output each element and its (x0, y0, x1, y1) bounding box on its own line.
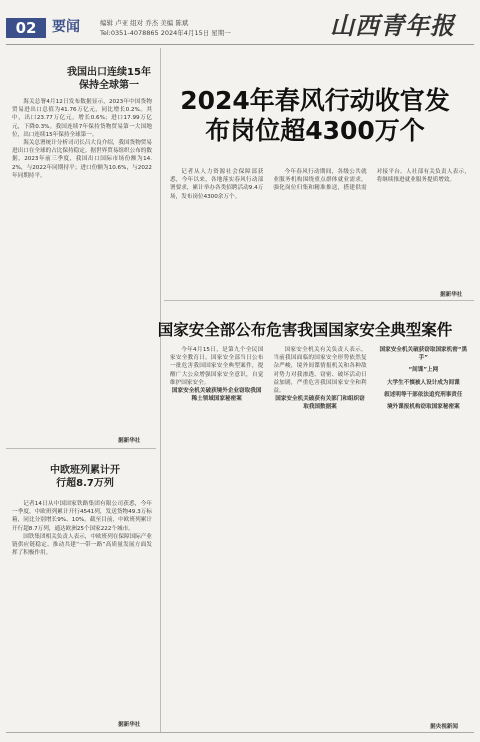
article-source: 据新华社 (440, 292, 463, 298)
section-divider (164, 300, 474, 301)
article-body-spring-campaign (170, 168, 470, 288)
article-body-train (12, 500, 152, 720)
paragraph: 海关总署统计分析司司长吕大良介绍，我国货物贸易进出口在全球的占比保持稳定。据世界贸易组织公布的数据，2023年前三季度，我国出口国际市场份额为14.2%，与2022年同期持平；进口份额为10.6%，与2022年同期持平。 (12, 140, 152, 179)
page-number: 02 (6, 18, 46, 38)
article-body-exports (12, 98, 152, 418)
article-source: 据央视新闻 (430, 724, 458, 730)
paragraph: 今年4月15日，是第九个全民国家安全教育日。国家安全部当日公布一批危害我国国家安全典型案件，提醒广大公众增强国家安全意识，自觉维护国家安全。 (170, 347, 264, 386)
paragraph: 国铁集团相关负责人表示，中欧班列在保障国际产业链供应链稳定、推动共建“一带一路”高质量发展方面发挥了积极作用。 (12, 533, 152, 557)
subhead: 境外谍报机构窃取国家秘密案 (386, 404, 460, 411)
subhead: 大学生不慎被人设计成为间谍 (386, 379, 460, 386)
subhead: 叙述明等干部依法追究刑事责任 (384, 391, 463, 398)
newspaper-masthead-logo: 山西青年报 (330, 11, 455, 40)
footer-rule (6, 732, 474, 733)
column-divider (160, 48, 161, 732)
subhead: 国家安全机关破获窃取国家机密“黑手” (379, 347, 468, 362)
section-divider (6, 448, 156, 449)
paragraph: 海关总署4月12日发布数据显示，2023年中国货物贸易进出口总值为41.76万亿元，同比增长0.2%。其中，出口23.77万亿元，增长0.6%；进口17.99万亿元，下降0.3%。我国连续7年保持货物贸易第一大国地位，出口连续15年保持全球第一。 (12, 99, 152, 138)
editor-credits: 编辑 卢亚 组对 乔杰 美编 陈斌 (100, 19, 189, 27)
article-source: 据新华社 (118, 438, 141, 444)
headline-spring-campaign: 2024年春风行动收官发布岗位超4300万个 (180, 86, 450, 145)
issue-date: Tel:0351-4078865 2024年4月15日 星期一 (100, 29, 231, 37)
article-source: 据新华社 (118, 722, 141, 728)
subhead: 国家安全机关破获境外企业窃取我国稀土领域国家秘密案 (171, 388, 262, 403)
headline-national-security: 国家安全部公布危害我国国家安全典型案件 (157, 321, 453, 339)
page-header (0, 0, 480, 44)
header-divider (6, 44, 474, 45)
section-title: 要闻 (52, 19, 80, 35)
paragraph: 记者14日从中国国家铁路集团有限公司获悉，今年一季度，中欧班列累计开行4541列，发送货物49.3万标箱，同比分别增长9%、10%。截至目前，中欧班列累计开行超8.7万列，通达欧洲25个国家222个城市。 (12, 501, 152, 532)
paragraph: 记者从人力资源社会保障部获悉，今年以来，各地落实春风行动部署要求，累计举办各类招聘活动9.4万场，发布岗位4300余万个。 (170, 169, 264, 200)
article-title-train: 中欧班列累计开行超8.7万列 (50, 465, 120, 489)
article-body-security (170, 346, 470, 726)
article-title-exports: 我国出口连续15年保持全球第一 (67, 67, 151, 91)
paragraph: 今年春风行动期间，各级公共就业服务机构围绕重点群体就业需求，强化岗位归集和精准推送，搭建供需对接平台。人社部有关负责人表示，将继续推进就业服务提质增效。 (273, 169, 470, 192)
subhead: “间谍”上网 (408, 367, 439, 374)
subhead: 国家安全机关破获有关部门和组织窃取我国数据案 (275, 396, 365, 411)
paragraph: 国家安全机关有关负责人表示，当前我国面临的国家安全形势依然复杂严峻，境外间谍情报机关和各种敌对势力对我渗透、窃密、破坏活动日益加剧，严重危害我国国家安全和利益。 (273, 347, 367, 395)
